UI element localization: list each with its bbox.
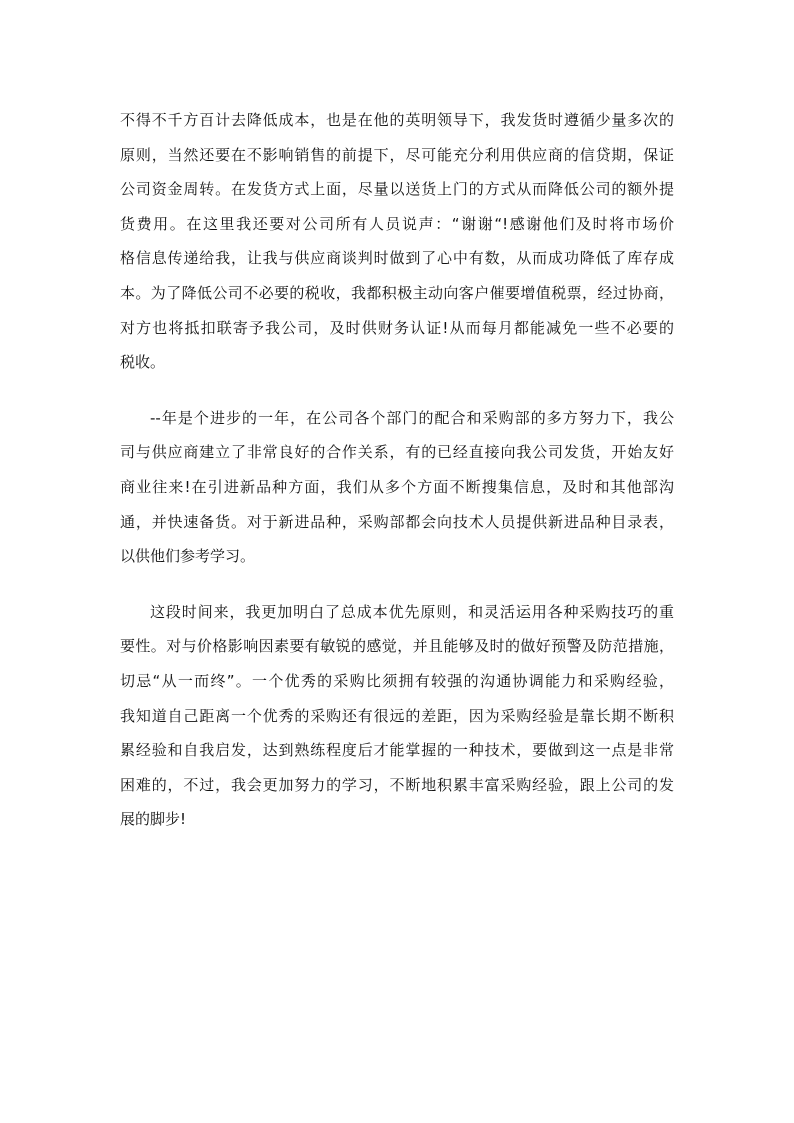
text-line: 这段时间来，我更加明白了总成本优先原则，和灵活运用各种采购技巧的重 — [150, 602, 674, 621]
text-line: 货费用。在这里我还要对公司所有人员说声：“谢谢“!感谢他们及时将市场价 — [120, 214, 674, 233]
text-line: 对方也将抵扣联寄予我公司，及时供财务认证!从而每月都能减免一些不必要的 — [120, 318, 674, 337]
text-line: 切忌“从一而终”。一个优秀的采购比须拥有较强的沟通协调能力和采购经验， — [120, 671, 674, 690]
text-line: --年是个进步的一年，在公司各个部门的配合和采购部的多方努力下，我公 — [150, 408, 674, 427]
text-line: 司与供应商建立了非常良好的合作关系，有的已经直接向我公司发货，开始友好 — [120, 443, 674, 462]
text-line: 通，并快速备货。对于新进品种，采购部都会向技术人员提供新进品种目录表， — [120, 512, 674, 531]
text-line: 我知道自己距离一个优秀的采购还有很远的差距，因为采购经验是靠长期不断积 — [120, 706, 674, 725]
paragraph-1 — [120, 103, 674, 380]
paragraph-2 — [120, 401, 674, 574]
paragraph-3 — [120, 595, 674, 837]
text-line: 累经验和自我启发，达到熟练程度后才能掌握的一种技术，要做到这一点是非常 — [120, 741, 674, 760]
text-line: 要性。对与价格影响因素要有敏锐的感觉，并且能够及时的做好预警及防范措施， — [120, 637, 674, 656]
paragraph-gap — [120, 380, 674, 401]
paragraph-gap — [120, 574, 674, 595]
document-body — [120, 103, 674, 837]
text-line: 商业往来!在引进新品种方面，我们从多个方面不断搜集信息，及时和其他部沟 — [120, 477, 674, 496]
text-line: 困难的，不过，我会更加努力的学习，不断地积累丰富采购经验，跟上公司的发 — [120, 775, 674, 794]
text-line: 以供他们参考学习。 — [120, 547, 256, 566]
text-line: 展的脚步! — [120, 810, 187, 829]
text-line: 原则，当然还要在不影响销售的前提下，尽可能充分利用供应商的信贷期，保证 — [120, 145, 674, 164]
text-line: 本。为了降低公司不必要的税收，我都积极主动向客户催要增值税票，经过协商， — [120, 283, 674, 302]
text-line: 不得不千方百计去降低成本，也是在他的英明领导下，我发货时遵循少量多次的 — [120, 111, 674, 129]
text-line: 税收。 — [120, 353, 166, 372]
text-line: 格信息传递给我，让我与供应商谈判时做到了心中有数，从而成功降低了库存成 — [120, 249, 674, 268]
text-line: 公司资金周转。在发货方式上面，尽量以送货上门的方式从而降低公司的额外提 — [120, 180, 674, 199]
